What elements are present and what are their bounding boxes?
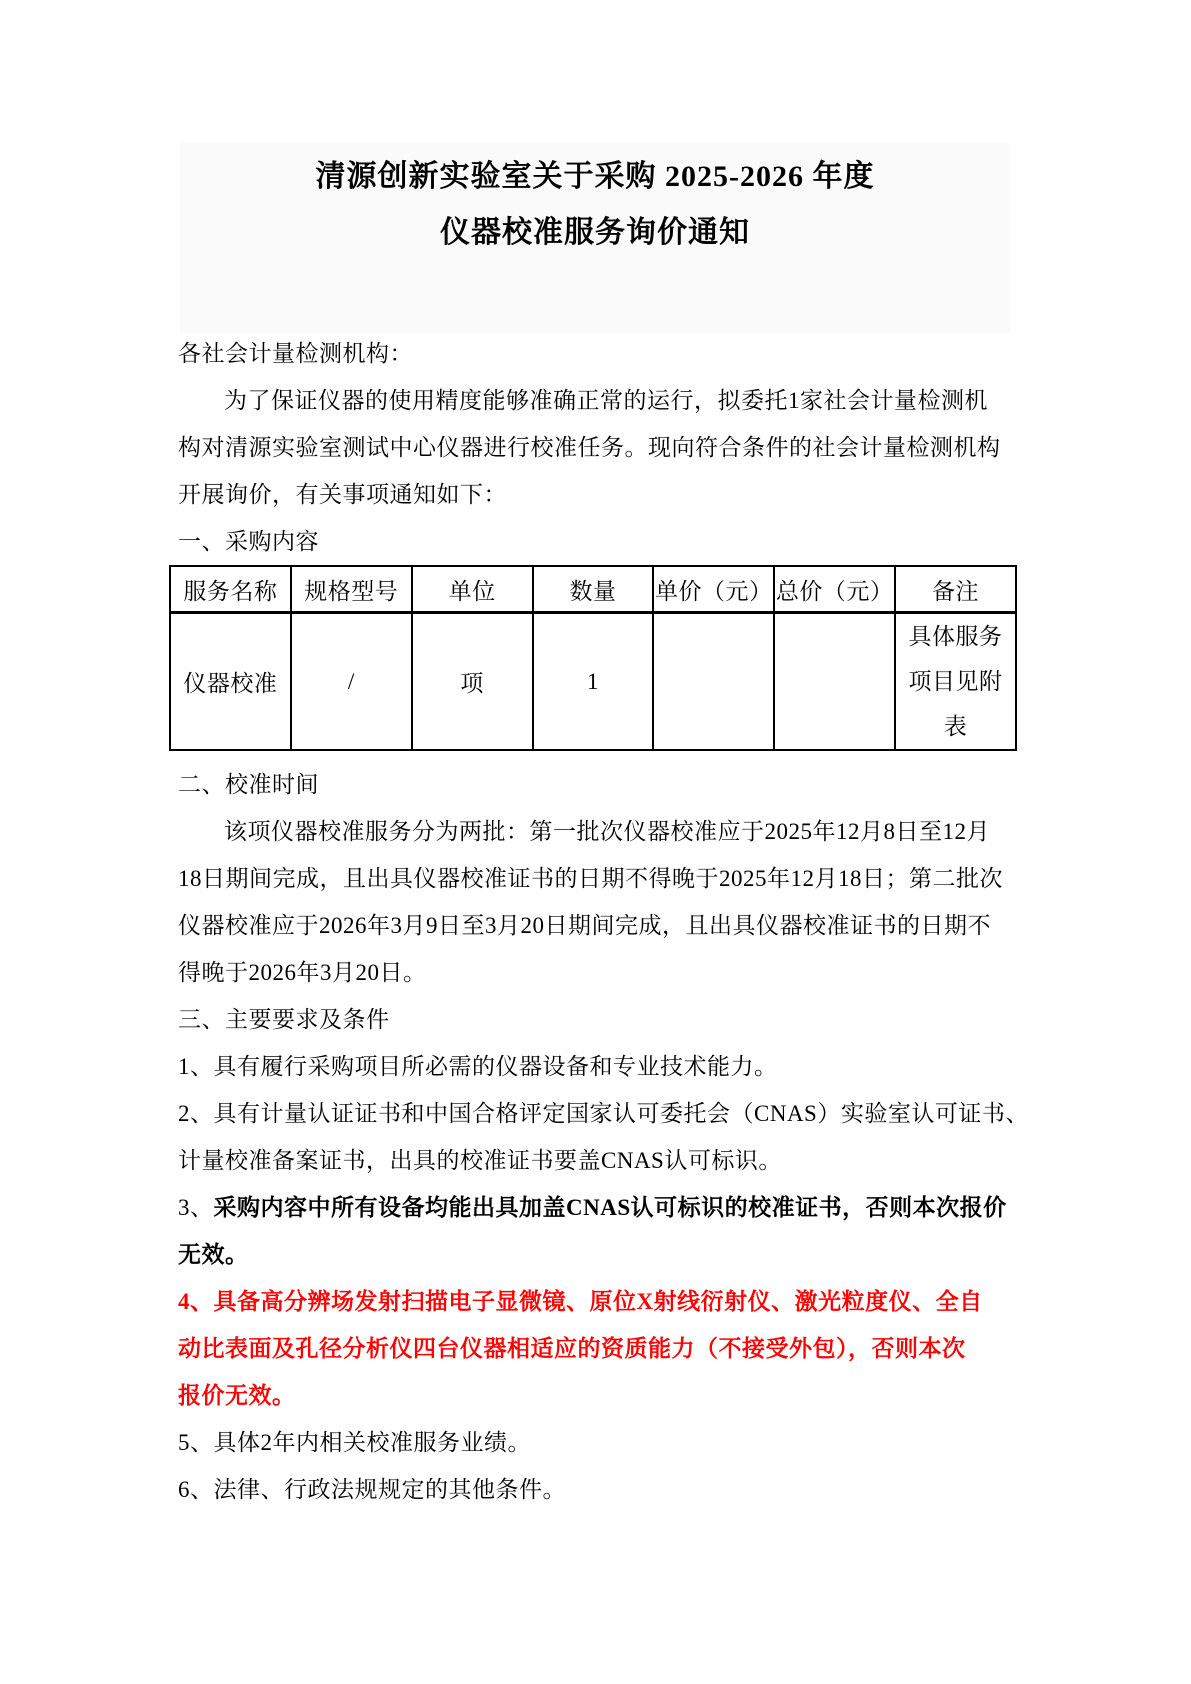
requirement-item-4-line: 4、具备高分辨场发射扫描电子显微镜、原位X射线衍射仪、激光粒度仪、全自: [178, 1289, 983, 1314]
table-header-quantity: 数量: [533, 566, 654, 613]
item-3-number: 3、: [178, 1195, 214, 1220]
table-row: [170, 613, 1016, 751]
cell-total-price: [774, 613, 895, 751]
intro-line: 开展询价，有关事项通知如下：: [178, 482, 507, 507]
requirement-item-6: 6、法律、行政法规规定的其他条件。: [178, 1477, 566, 1502]
table-header-spec-model: 规格型号: [291, 566, 412, 613]
table-header-unit-price: 单价（元）: [653, 566, 774, 613]
table-header-total-price: 总价（元）: [774, 566, 895, 613]
document-title-line-1: 清源创新实验室关于采购 2025-2026 年度: [315, 160, 875, 193]
section2-line: 18日期间完成，且出具仪器校准证书的日期不得晚于2025年12月18日；第二批次: [178, 866, 1003, 891]
requirement-item-3-line: [178, 1184, 1023, 1231]
section1-heading: 一、采购内容: [178, 529, 319, 554]
table-header-remark: 备注: [895, 566, 1016, 613]
requirement-item-1: 1、具有履行采购项目所必需的仪器设备和专业技术能力。: [178, 1054, 778, 1079]
section3-heading: 三、主要要求及条件: [178, 1007, 390, 1032]
table-header-row: [170, 566, 1016, 613]
requirement-item-4-line: 报价无效。: [178, 1383, 296, 1408]
cell-remark: [895, 613, 1016, 751]
intro-line: 为了保证仪器的使用精度能够准确正常的运行，拟委托1家社会计量检测机: [224, 388, 988, 413]
document-title-block: [180, 143, 1010, 333]
section2-line: 得晚于2026年3月20日。: [178, 960, 427, 985]
section2-heading: 二、校准时间: [178, 772, 319, 797]
salutation: 各社会计量检测机构：: [178, 341, 413, 366]
section2-line: 该项仪器校准服务分为两批：第一批次仪器校准应于2025年12月8日至12月: [224, 819, 990, 844]
cell-quantity: 1: [533, 613, 654, 751]
cell-unit: 项: [412, 613, 533, 751]
cell-service-name: 仪器校准: [170, 613, 291, 751]
cell-unit-price: [653, 613, 774, 751]
procurement-table: [169, 565, 1017, 751]
document-body: [178, 330, 1029, 1513]
requirement-item-5: 5、具体2年内相关校准服务业绩。: [178, 1430, 531, 1455]
requirement-item-3-line: 无效。: [178, 1242, 249, 1267]
requirement-item-4-line: 动比表面及孔径分析仪四台仪器相适应的资质能力（不接受外包），否则本次: [178, 1336, 966, 1361]
document-title-line-2: 仪器校准服务询价通知: [440, 216, 750, 249]
table-header-service-name: 服务名称: [170, 566, 291, 613]
table-header-unit: 单位: [412, 566, 533, 613]
cell-spec-model: /: [291, 613, 412, 751]
cell-remark-text: 具体服务项目见附表: [908, 624, 1003, 739]
intro-line: 构对清源实验室测试中心仪器进行校准任务。现向符合条件的社会计量检测机构: [178, 435, 1001, 460]
requirement-item-2-line: 计量校准备案证书，出具的校准证书要盖CNAS认可标识。: [178, 1148, 782, 1173]
requirement-item-2-line: 2、具有计量认证证书和中国合格评定国家认可委托会（CNAS）实验室认可证书、: [178, 1101, 1029, 1126]
item-3-bold-text: 采购内容中所有设备均能出具加盖CNAS认可标识的校准证书，否则本次报价: [213, 1195, 1007, 1220]
section2-line: 仪器校准应于2026年3月9日至3月20日期间完成，且出具仪器校准证书的日期不: [178, 913, 991, 938]
